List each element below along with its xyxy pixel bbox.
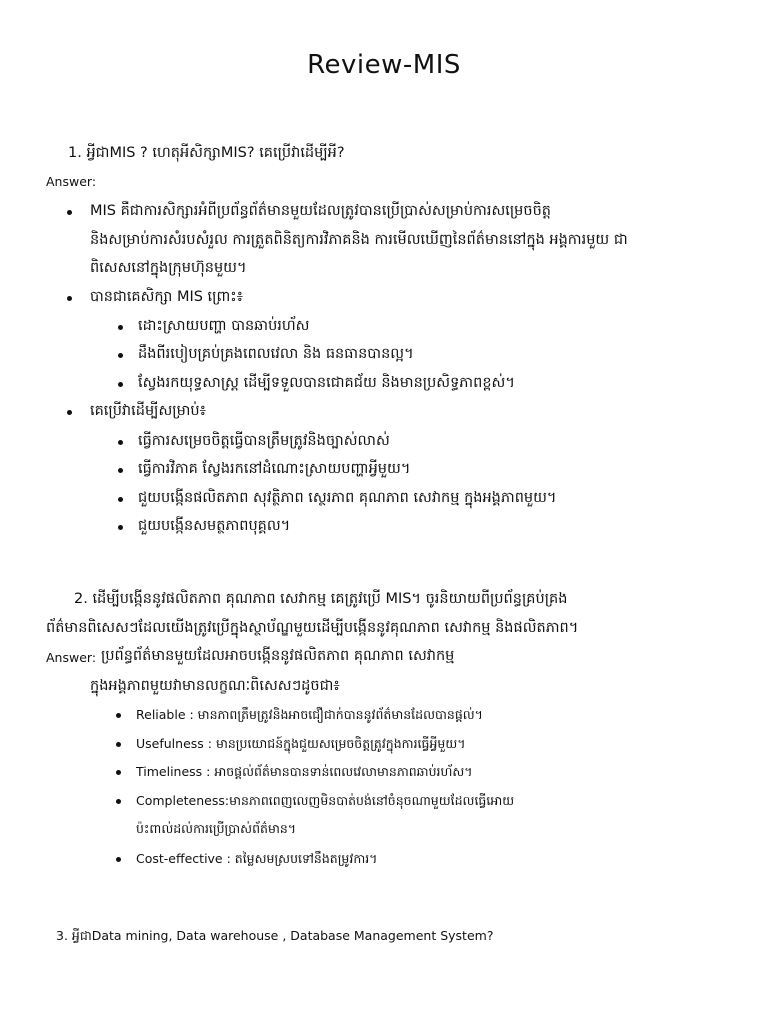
q2-question-line2: ព័ត៌មានពិសេសៗដែលយើងត្រូវប្រើក្នុងស្ថាប័ណ្ឌមួយដើម្បីបង្កើននូវគុណភាព សេវាកម្ម និងផលិតភាព។	[46, 620, 579, 636]
bullet-icon	[116, 799, 121, 804]
q1-b1-line3: ពិសេសនៅក្នុងក្រុមហ៊ុនមួយ។	[90, 260, 247, 276]
bullet-icon	[118, 468, 123, 473]
q1-b2-sub2: ដឹងពីរបៀបគ្រប់គ្រងពេលវេលា និង ធនធានបានល្អ។	[138, 346, 414, 362]
bullet-icon	[118, 382, 123, 387]
q1-question: 1. អ្វីជាMIS ? ហេតុអីសិក្សាMIS? គេប្រើវាដើម្បីអី?	[68, 145, 345, 161]
bullet-icon	[67, 210, 72, 215]
bullet-icon	[118, 353, 123, 358]
q2-answer-line1: ប្រព័ន្ធព័ត៌មានមួយដែលអាចបង្កើននូវផលិតភាព គុណភាព សេវាកម្ម	[101, 648, 455, 664]
bullet-icon	[67, 410, 72, 415]
bullet-icon	[118, 497, 123, 502]
q2-item-usefulness: Usefulness : មានប្រយោជន៍ក្នុងជួយសម្រេចចិត្តត្រូវក្នុងការធ្វើអ្វីមួយ។	[136, 736, 466, 751]
bullet-icon	[118, 325, 123, 330]
bullet-icon	[116, 857, 121, 862]
q3-question: 3. អ្វីជាData mining, Data warehouse , Database Management System?	[56, 928, 494, 943]
q1-b3: គេប្រើវាដើម្បីសម្រាប់៖	[90, 403, 206, 419]
q2-item-reliable: Reliable : មានភាពត្រឹមត្រូវនិងអាចជឿជាក់បាននូវព័ត៌មានដែលបានផ្តល់។	[136, 707, 483, 722]
q2-item-completeness: Completeness:មានភាពពេញលេញមិនបាត់បង់នៅចំនុចណាមួយដែលធ្វើអោយ	[136, 793, 515, 808]
bullet-icon	[116, 770, 121, 775]
q1-b2-sub1: ដោះស្រាយបញ្ហា បានឆាប់រហ័ស	[138, 318, 310, 334]
q1-b1-line1: MIS គឺជាការសិក្សារអំពីប្រព័ន្ធព័ត៌មានមួយដែលត្រូវបានប្រើប្រាស់សម្រាប់ការសម្រេចចិត្ត	[90, 203, 551, 219]
bullet-icon	[116, 742, 121, 747]
page-title: Review-MIS	[307, 50, 461, 80]
q2-item-cost-effective: Cost-effective : តម្លៃសមស្របទៅនឹងតម្រូវការ។	[136, 851, 378, 866]
bullet-icon	[118, 525, 123, 530]
q1-b3-sub3: ជួយបង្កើនផលិតភាព សុវត្ថិភាព ស្ថេរភាព គុណភាព សេវាកម្ម ក្នុងអង្គភាពមួយ។	[138, 490, 557, 506]
q1-b3-sub1: ធ្វើការសម្រេចចិត្តធ្វើបានត្រឹមត្រូវនិងច្បាស់លាស់	[138, 433, 390, 449]
q2-item-timeliness: Timeliness : អាចផ្តល់ព័ត៌មានបានទាន់ពេលវេលាមានភាពឆាប់រហ័ស។	[136, 764, 473, 779]
bullet-icon	[116, 713, 121, 718]
q1-b2: បានជាគេសិក្សា MIS ព្រោះ៖	[90, 289, 244, 305]
q1-b3-sub2: ធ្វើការវិភាគ ស្វែងរកនៅដំណោះស្រាយបញ្ហាអ្វីមួយ។	[138, 461, 411, 477]
q1-answer-label: Answer:	[46, 174, 97, 189]
q1-b2-sub3: ស្វែងរកយុទ្ធសាស្ត្រ ដើម្បីទទួលបានជោគជ័យ និងមានប្រសិទ្ធភាពខ្ពស់។	[138, 375, 515, 391]
q2-item-completeness-cont: ប៉ះពាល់ដល់ការប្រើប្រាស់ព័ត៌មាន។	[136, 821, 297, 836]
bullet-icon	[118, 440, 123, 445]
q2-answer-label: Answer:	[46, 650, 97, 665]
q1-b3-sub4: ជួយបង្កើនសមត្ថភាពបុគ្គល។	[138, 518, 291, 534]
q2-answer-line2: ក្នុងអង្គភាពមួយវាមានលក្ខណៈពិសេសៗដូចជា៖	[90, 678, 340, 694]
q1-b1-line2: និងសម្រាប់ការសំរបសំរួល ការត្រួតពិនិត្យការវិភាគនិង ការមើលឃើញនៃព័ត៌មាននៅក្នុង អង្គការមួយ ជា	[90, 232, 628, 248]
q2-question-line1: 2. ដើម្បីបង្កើននូវផលិតភាព គុណភាព សេវាកម្ម គេត្រូវប្រើ MIS។ ចូរនិយាយពីប្រព័ន្ធគ្រប់គ្រង	[74, 591, 568, 607]
bullet-icon	[67, 296, 72, 301]
